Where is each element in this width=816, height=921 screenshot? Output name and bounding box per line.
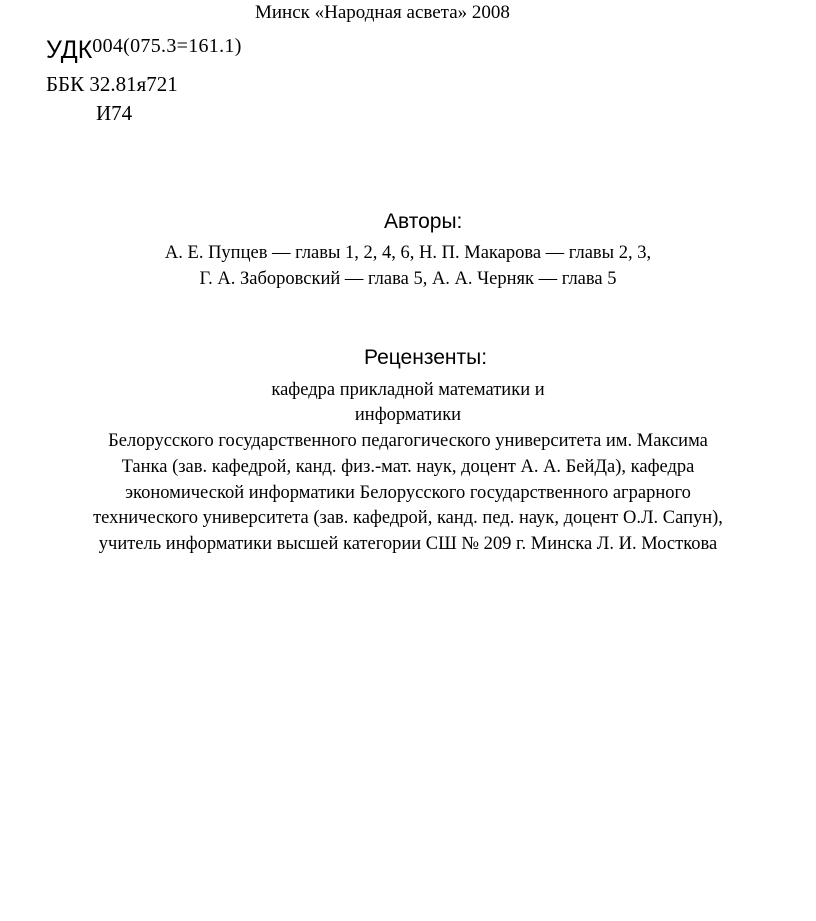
reviewers-line: кафедра прикладной математики и — [271, 380, 545, 400]
reviewers-line: экономической информатики Белорусского государственного аграрного — [125, 483, 691, 503]
reviewers-heading: Рецензенты: — [364, 346, 488, 369]
reviewers-line: информатики — [354, 405, 462, 425]
authors-heading: Авторы: — [384, 210, 463, 233]
udk-label: УДК — [46, 36, 93, 64]
publisher-imprint: Минск «Народная асвета» 2008 — [255, 2, 510, 23]
reviewers-line: технического университета (зав. кафедрой, канд. пед. наук, доцент О.Л. Сапун), — [93, 508, 723, 528]
udk-classification — [46, 36, 242, 65]
reviewers-line: Танка (зав. кафедрой, канд. физ.-мат. наук, доцент А. А. БейДа), кафедра — [121, 457, 695, 477]
reviewers-line: Белорусского государственного педагогического университета им. Максима — [108, 431, 708, 451]
bbk-classification: ББК 32.81я721 — [46, 72, 178, 96]
udk-code: 004(075.3=161.1) — [92, 35, 242, 57]
authors-line: А. Е. Пупцев — главы 1, 2, 4, 6, Н. П. Макарова — главы 2, 3, — [164, 243, 652, 263]
author-mark: И74 — [96, 101, 133, 125]
reviewers-line: учитель информатики высшей категории СШ № 209 г. Минска Л. И. Мосткова — [98, 534, 718, 554]
authors-line: Г. А. Заборовский — глава 5, А. А. Черняк — глава 5 — [199, 269, 617, 289]
